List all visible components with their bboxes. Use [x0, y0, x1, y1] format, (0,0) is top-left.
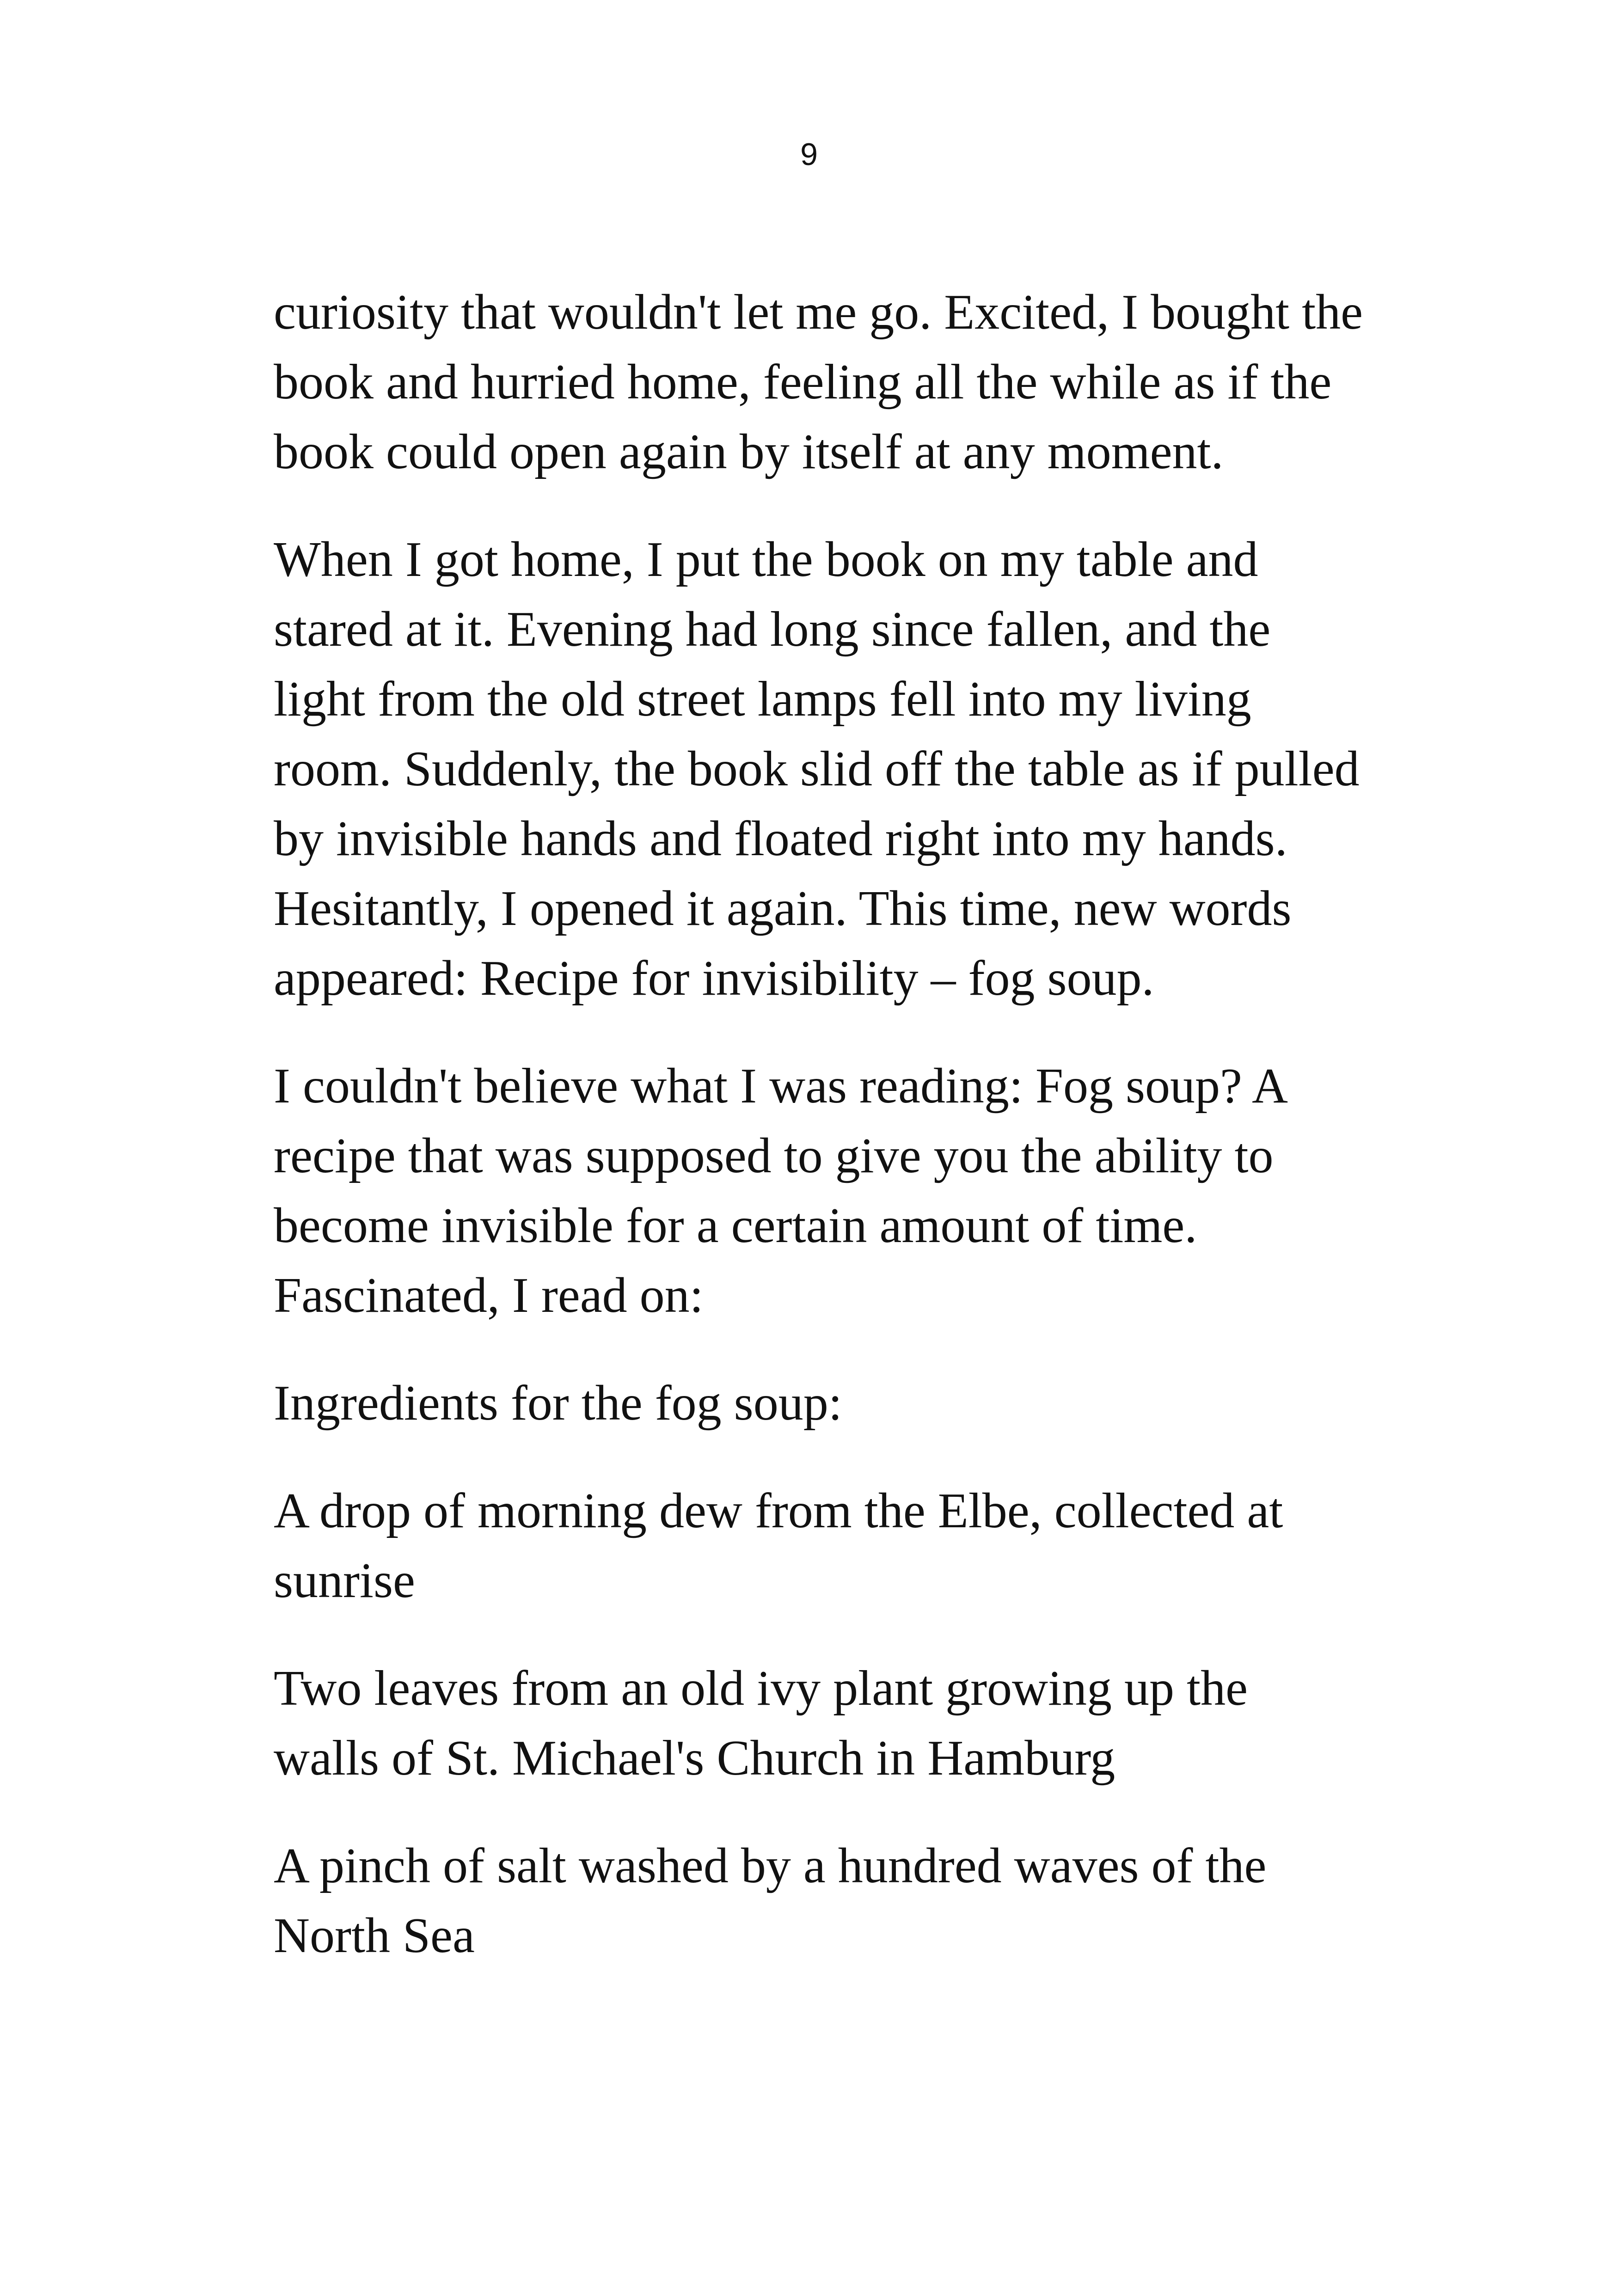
paragraph-fog-soup-question: I couldn't believe what I was reading: Fog soup? A recipe that was supposed to give you the ability to become invisible for a certain amount of time. Fascinated, I read on:	[274, 1059, 1286, 1323]
paragraph-got-home: When I got home, I put the book on my table and stared at it. Evening had long since fallen, and the light from the old street lamps fell into my living room. Suddenly, the book slid off the table as if pulled by invisible hands and floated right into my hands. Hesitantly, I opened it again. This time, new words appeared: Recipe for invisibility – fog soup.	[274, 532, 1360, 1006]
ingredient-item: Two leaves from an old ivy plant growing up the walls of St. Michael's Church in Hamburg	[274, 1661, 1248, 1786]
page-number: 9	[800, 137, 818, 172]
ingredients-heading: Ingredients for the fog soup:	[274, 1376, 842, 1431]
ingredient-item: A drop of morning dew from the Elbe, collected at sunrise	[274, 1483, 1283, 1608]
paragraph-curiosity: curiosity that wouldn't let me go. Excited, I bought the book and hurried home, feeling all the while as if the book could open again by itself at any moment.	[274, 285, 1363, 479]
ingredient-item: A pinch of salt washed by a hundred waves of the North Sea	[274, 1838, 1267, 1963]
page-text-body	[274, 277, 1365, 2008]
